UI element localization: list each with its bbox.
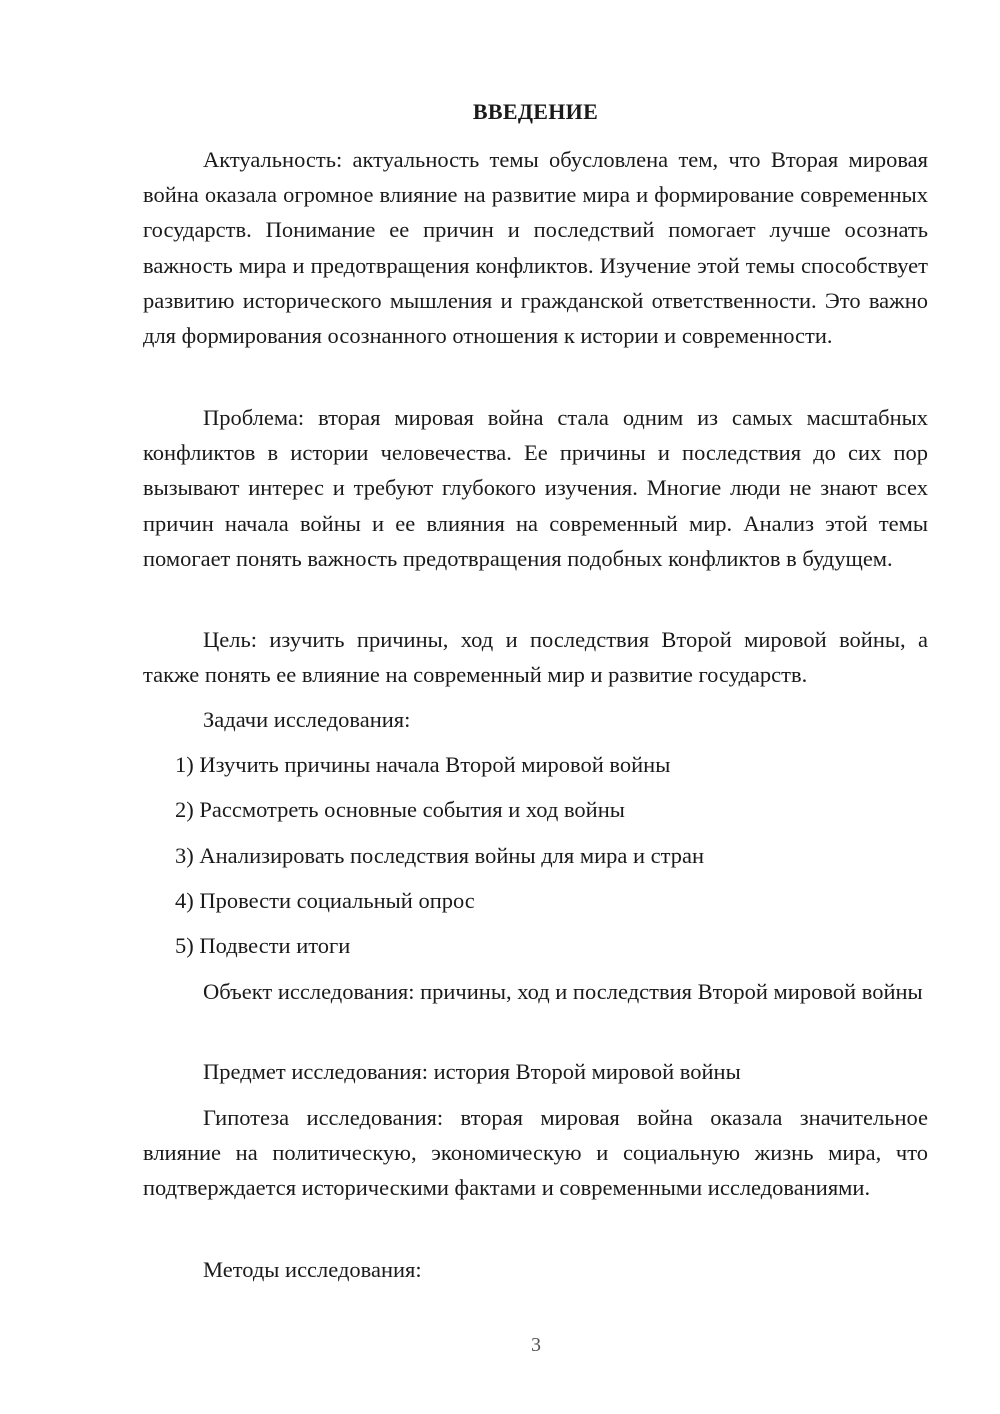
task-item: 3) Анализировать последствия войны для мира и стран: [175, 843, 705, 868]
subject-paragraph: Предмет исследования: история Второй мировой войны: [203, 1059, 741, 1084]
task-item: 5) Подвести итоги: [175, 933, 351, 958]
goal-paragraph: Цель: изучить причины, ход и последствия Второй мировой войны, а также понять ее влияние на современный мир и развитие государств.: [143, 627, 928, 688]
page-title: ВВЕДЕНИЕ: [472, 99, 599, 124]
problem-paragraph: Проблема: вторая мировая война стала одним из самых масштабных конфликтов в истории человечества. Ее причины и последствия до сих пор вызывают интерес и требуют глубокого изучения. Многие люди не знают всех причин начала войны и ее влияния на современный мир. Анализ этой темы помогает понять важность предотвращения подобных конфликтов в будущем.: [143, 405, 928, 571]
object-paragraph: Объект исследования: причины, ход и последствия Второй мировой войны: [203, 979, 923, 1004]
tasks-heading: Задачи исследования:: [203, 707, 411, 732]
page-number: 3: [531, 1334, 541, 1356]
task-item: 4) Провести социальный опрос: [175, 888, 475, 913]
task-item: 2) Рассмотреть основные события и ход войны: [175, 797, 625, 822]
task-item: 1) Изучить причины начала Второй мировой войны: [175, 752, 671, 777]
methods-heading: Методы исследования:: [203, 1257, 422, 1282]
hypothesis-paragraph: Гипотеза исследования: вторая мировая война оказала значительное влияние на политическую, экономическую и социальную жизнь мира, что подтверждается историческими фактами и современными исследованиями.: [143, 1105, 928, 1201]
relevance-paragraph: Актуальность: актуальность темы обусловлена тем, что Вторая мировая война оказала огромное влияние на развитие мира и формирование современных государств. Понимание ее причин и последствий помогает лучше осознать важность мира и предотвращения конфликтов. Изучение этой темы способствует развитию исторического мышления и гражданской ответственности. Это важно для формирования осознанного отношения к истории и современности.: [143, 147, 928, 349]
